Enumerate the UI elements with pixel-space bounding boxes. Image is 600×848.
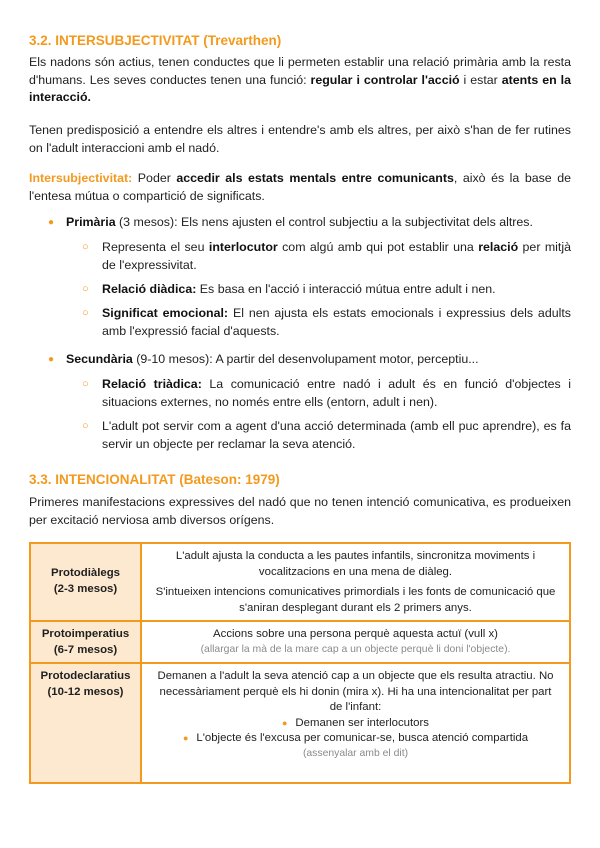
paragraph-nadons-actius: Els nadons són actius, tenen conductes que li permeten establir una relació primària amb la resta d'humans. Les seves conductes tenen una funció: regular i controlar l'acció i estar atents en la interacció. — [29, 55, 571, 104]
list-item-secundaria: ● Secundària (9-10 mesos): A partir del desenvolupament motor, perceptiu... — [66, 351, 571, 369]
section-title-intencionalitat: 3.3. INTENCIONALITAT (Bateson: 1979) — [29, 472, 280, 487]
row-label-protoimperatius: Protoimperatius (6-7 mesos) — [30, 621, 141, 663]
bullet-icon: ● — [48, 217, 55, 228]
row-label-protodeclaratius: Protodeclaratius (10-12 mesos) — [30, 663, 141, 783]
table-row — [30, 663, 570, 783]
sublist-item-relacio-diadica: ○ Relació diàdica: Es basa en l'acció i interacció mútua entre adult i nen. — [102, 281, 571, 299]
circle-bullet-icon: ○ — [82, 283, 89, 295]
bullet-icon: ● — [281, 717, 288, 728]
table-list-item: ● L'objecte és l'excusa per comunicar-se, busca atenció compartida — [182, 732, 529, 744]
circle-bullet-icon: ○ — [82, 378, 89, 390]
circle-bullet-icon: ○ — [82, 307, 89, 319]
sublist-item-relacio-triadica: ○ Relació triàdica: La comunicació entre nadó i adult és en funció d'objectes i situacions externes, no només entre ells (entorn, adult i nen). — [82, 377, 571, 409]
row-content-protodialegs: L'adult ajusta la conducta a les pautes infantils, sincronitza moviments i vocalitzacions en una mena de diàleg. S'intueixen intencions comunicatives primordials i les fonts de comunicació que s'aniran desplegant durant els 2 primers anys. — [141, 543, 570, 621]
paragraph-definicio-intersubjectivitat: Intersubjectivitat: Poder accedir als estats mentals entre comunicants, això és la base de l'entesa mútua o compartició de significats. — [29, 171, 571, 203]
bullet-icon: ● — [182, 733, 189, 743]
sublist-item-adult-agent: ○ L'adult pot servir com a agent d'una acció determinada (amb ell puc aprendre), es fa servir un objecte per reclamar la seva atenció. — [82, 419, 571, 451]
circle-bullet-icon: ○ — [82, 420, 89, 432]
bullet-icon: ● — [48, 354, 55, 365]
circle-bullet-icon: ○ — [82, 241, 89, 253]
row-content-protoimperatius: Accions sobre una persona perquè aquesta actuï (vull x) (allargar la mà de la mare cap a un objecte perquè li doni l'objecte). — [141, 621, 570, 663]
intencionalitat-table — [29, 542, 571, 784]
sublist-item-interlocutor: ○ Representa el seu interlocutor com algú amb qui pot establir una relació per mitjà de l'expressivitat. — [82, 240, 571, 272]
table-row — [30, 543, 570, 621]
section-title-intersubjectivitat: 3.2. INTERSUBJECTIVITAT (Trevarthen) — [29, 33, 282, 48]
row-label-protodialegs: Protodiàlegs (2-3 mesos) — [30, 543, 141, 621]
paragraph-predisposicio: Tenen predisposició a entendre els altres i entendre's amb els altres, per això s'han de fer rutines on l'adult interaccioni amb el nadó. — [29, 123, 571, 155]
table-list-item: ● Demanen ser interlocutors — [281, 716, 430, 729]
row-content-protodeclaratius: Demanen a l'adult la seva atenció cap a un objecte que els resulta atractiu. No necessàriament perquè els hi donin (mira x). Hi ha una intencionalitat per part de l'infant: ● Demanen ser interlocutors ● L'objecte és l'excusa per comunicar-se, busca atenció compartida (assenyalar amb el dit) — [141, 663, 570, 783]
list-item-primaria: ● Primària (3 mesos): Els nens ajusten el control subjectiu a la subjectivitat dels altres. — [66, 214, 571, 232]
paragraph-primeres-manifestacions: Primeres manifestacions expressives del nadó que no tenen intenció comunicativa, es produeixen per excitació nerviosa amb diversos orígens. — [29, 495, 571, 527]
table-row — [30, 621, 570, 663]
sublist-item-significat-emocional: ○ Significat emocional: El nen ajusta els estats emocionals i expressius dels adults amb l'expressió facial d'aquests. — [82, 306, 571, 338]
